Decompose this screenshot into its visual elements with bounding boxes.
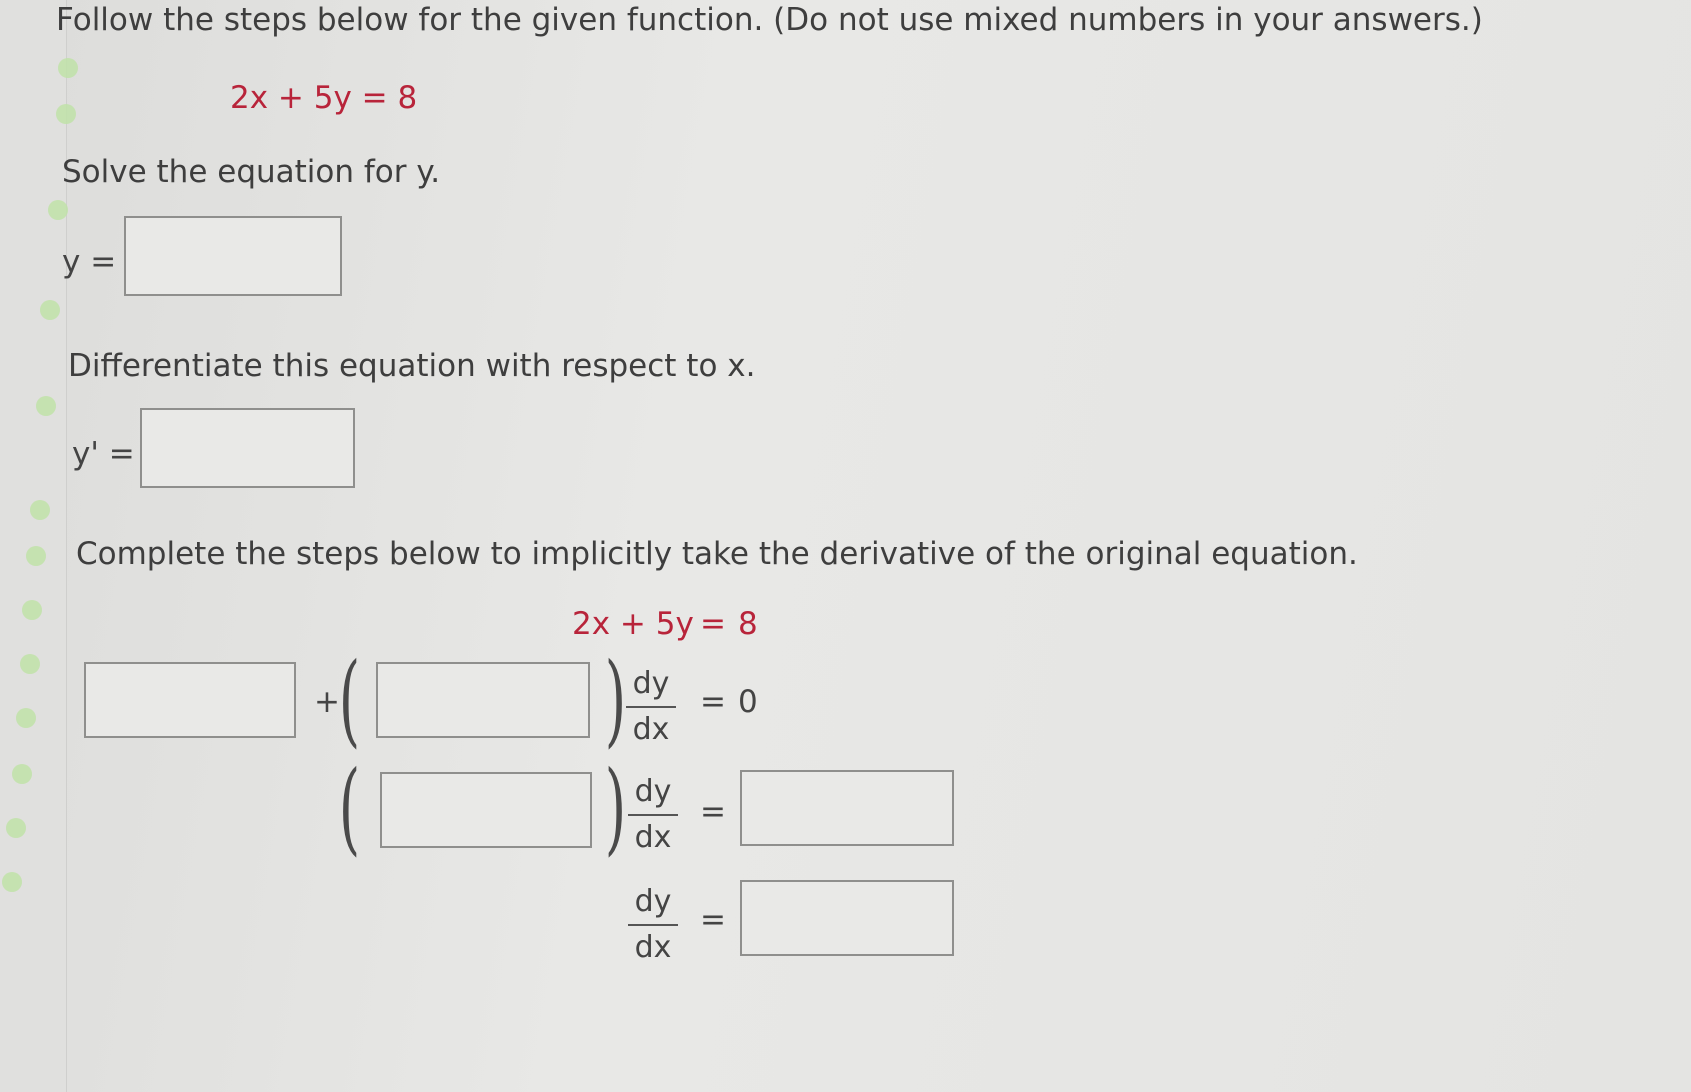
- green-dot: [2, 872, 22, 892]
- dy-label: dy: [632, 666, 670, 701]
- part2-answer-label: y' =: [72, 436, 135, 472]
- green-dot: [40, 300, 60, 320]
- step3-derivative-fraction: [628, 882, 678, 968]
- step1-plus: +: [314, 684, 340, 720]
- step2-equals: =: [700, 794, 726, 830]
- step1-coefficient-input[interactable]: [376, 662, 590, 738]
- implicit-equation-equals: =: [700, 606, 726, 642]
- part1-prompt: Solve the equation for y.: [62, 154, 441, 190]
- green-dot: [58, 58, 78, 78]
- green-dot: [6, 818, 26, 838]
- step1-equals: =: [700, 684, 726, 720]
- green-dot: [26, 546, 46, 566]
- green-dot: [30, 500, 50, 520]
- given-equation: 2x + 5y = 8: [230, 80, 418, 116]
- fraction-bar: [628, 814, 678, 816]
- part3-prompt: Complete the steps below to implicitly take the derivative of the original equation.: [76, 536, 1358, 572]
- step2-derivative-fraction: [628, 772, 678, 858]
- left-margin: [0, 0, 67, 1092]
- fraction-bar: [626, 706, 676, 708]
- left-paren: (: [338, 641, 361, 758]
- right-paren: ): [604, 641, 627, 758]
- step2-rhs-input[interactable]: [740, 770, 954, 846]
- green-dot: [48, 200, 68, 220]
- right-paren: ): [604, 749, 627, 866]
- step3-equals: =: [700, 902, 726, 938]
- step2-coefficient-input[interactable]: [380, 772, 592, 848]
- step1-rhs: 0: [738, 684, 758, 720]
- implicit-equation-rhs: 8: [738, 606, 758, 642]
- step1-first-term-input[interactable]: [84, 662, 296, 738]
- part2-prompt: Differentiate this equation with respect to x.: [68, 348, 756, 384]
- dy-label: dy: [634, 774, 672, 809]
- step3-answer-input[interactable]: [740, 880, 954, 956]
- y-prime-answer-input[interactable]: [140, 408, 355, 488]
- implicit-equation-lhs: 2x + 5y: [572, 606, 694, 642]
- dx-label: dx: [634, 820, 672, 855]
- green-dot: [22, 600, 42, 620]
- green-dot: [36, 396, 56, 416]
- dx-label: dx: [634, 930, 672, 965]
- step1-derivative-fraction: [626, 664, 676, 750]
- green-dot: [56, 104, 76, 124]
- green-dot: [20, 654, 40, 674]
- y-answer-input[interactable]: [124, 216, 342, 296]
- part1-answer-label: y =: [62, 244, 117, 280]
- green-dot: [16, 708, 36, 728]
- left-paren: (: [338, 749, 361, 866]
- fraction-bar: [628, 924, 678, 926]
- instructions: Follow the steps below for the given function. (Do not use mixed numbers in your answers.): [56, 2, 1483, 38]
- green-dot: [12, 764, 32, 784]
- dy-label: dy: [634, 884, 672, 919]
- dx-label: dx: [632, 712, 670, 747]
